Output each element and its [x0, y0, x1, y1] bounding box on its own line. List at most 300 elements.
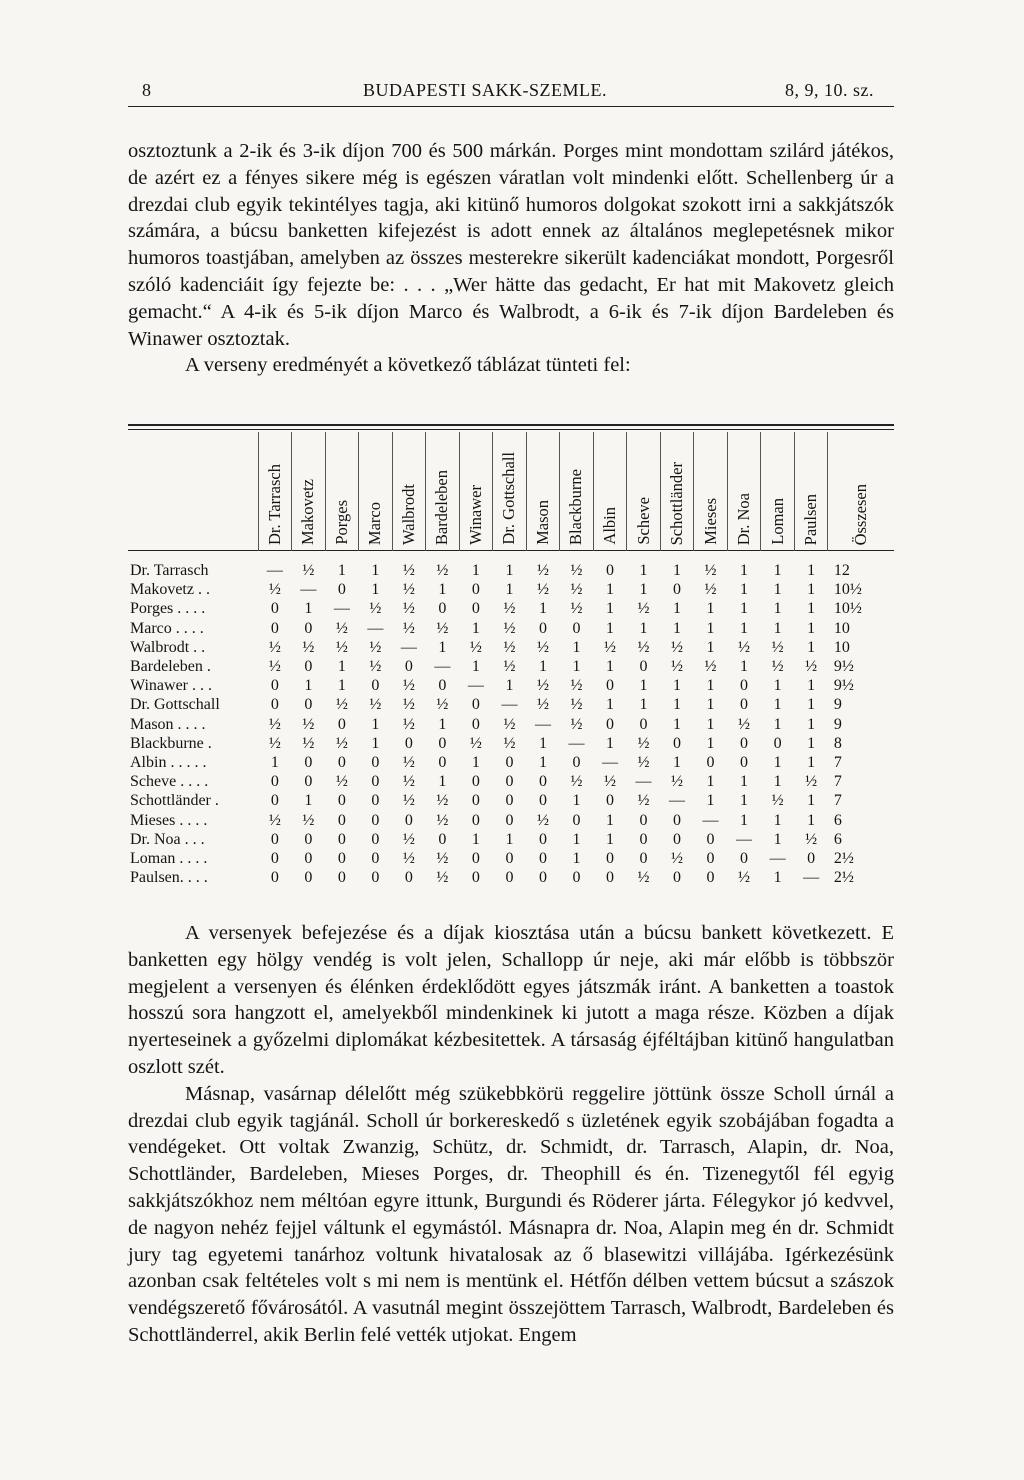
score-cell: 1: [505, 677, 514, 695]
score-cell: 1: [807, 811, 816, 829]
score-cell: 1: [438, 773, 447, 791]
player-name: Dr. Tarrasch: [130, 562, 209, 580]
score-cell: 1: [538, 753, 547, 771]
score-cell: 0: [605, 792, 614, 810]
corner-cell: [128, 432, 258, 551]
score-cell: 1: [572, 638, 581, 656]
score-cell: 1: [706, 792, 715, 810]
score-cell: 0: [337, 715, 346, 733]
score-cell: —: [534, 715, 551, 733]
score-cell: 0: [673, 869, 682, 887]
score-cell: 0: [371, 753, 380, 771]
score-cell: ½: [436, 562, 449, 580]
score-cell: 1: [438, 715, 447, 733]
score-cell: ½: [704, 562, 717, 580]
score-cell: ½: [369, 600, 382, 618]
score-cell: 1: [807, 600, 816, 618]
score-cell: 1: [773, 869, 782, 887]
player-name: Blackburne .: [130, 734, 212, 752]
score-cell: 0: [337, 811, 346, 829]
score-cell: 1: [438, 638, 447, 656]
score-cell: 0: [572, 811, 581, 829]
total-score: 2½: [833, 869, 854, 887]
score-cell: 1: [673, 677, 682, 695]
score-cell: —: [333, 600, 350, 618]
score-cell: ½: [402, 600, 415, 618]
score-cell: 0: [673, 811, 682, 829]
score-cell: 1: [807, 638, 816, 656]
score-cell: 1: [807, 619, 816, 637]
score-cell: 1: [605, 830, 614, 848]
column-header: [593, 432, 627, 551]
score-cell: 1: [740, 773, 749, 791]
score-cell: 0: [304, 619, 313, 637]
score-cell: ½: [335, 696, 348, 714]
score-cell: 1: [673, 753, 682, 771]
player-name: Dr. Noa . . .: [130, 830, 205, 848]
score-cell: ½: [570, 581, 583, 599]
column-header-label: Dr. Gottschall: [499, 452, 519, 545]
score-cell: 1: [673, 600, 682, 618]
score-cell: 0: [605, 849, 614, 867]
total-score: 9½: [833, 658, 854, 676]
score-cell: ½: [402, 792, 415, 810]
column-header: [727, 432, 761, 551]
table-row: [128, 657, 894, 676]
score-cell: 0: [673, 581, 682, 599]
table-row: [128, 868, 894, 887]
score-cell: 0: [673, 734, 682, 752]
player-name: Porges . . . .: [130, 600, 206, 618]
score-cell: 1: [807, 734, 816, 752]
table-row: [128, 753, 894, 772]
score-cell: ½: [603, 638, 616, 656]
score-cell: ½: [302, 715, 315, 733]
score-cell: ½: [369, 696, 382, 714]
total-score: 6: [833, 830, 842, 848]
score-cell: ½: [503, 658, 516, 676]
score-cell: 0: [505, 869, 514, 887]
score-cell: 0: [639, 811, 648, 829]
score-cell: —: [702, 811, 719, 829]
player-name: Loman . . . .: [130, 849, 208, 867]
score-cell: 1: [807, 581, 816, 599]
score-cell: —: [367, 619, 384, 637]
score-cell: ½: [637, 734, 650, 752]
score-cell: 1: [706, 600, 715, 618]
table-top-rule: [128, 424, 894, 426]
score-cell: 0: [371, 849, 380, 867]
score-cell: 0: [538, 849, 547, 867]
score-cell: ½: [738, 869, 751, 887]
score-cell: 0: [270, 619, 279, 637]
score-cell: ½: [402, 619, 415, 637]
running-header: [128, 80, 894, 107]
player-name: Walbrodt . .: [130, 638, 206, 656]
score-cell: 0: [337, 792, 346, 810]
score-cell: 1: [740, 658, 749, 676]
score-cell: 1: [270, 753, 279, 771]
column-header: [828, 432, 894, 551]
column-header-label: Mieses: [700, 498, 720, 545]
player-name: Marco . . . .: [130, 619, 204, 637]
column-header-label: Dr. Tarrasch: [264, 463, 284, 545]
column-header: [560, 432, 594, 551]
table-row: [128, 791, 894, 810]
score-cell: 1: [706, 734, 715, 752]
score-cell: ½: [570, 562, 583, 580]
score-cell: 0: [304, 658, 313, 676]
score-cell: ½: [738, 715, 751, 733]
column-header: [292, 432, 326, 551]
table-row: [128, 580, 894, 599]
score-cell: 1: [706, 696, 715, 714]
table-row: [128, 810, 894, 829]
player-name: Paulsen. . . .: [130, 869, 208, 887]
column-header: [459, 432, 493, 551]
score-cell: 0: [538, 619, 547, 637]
score-cell: 0: [404, 869, 413, 887]
column-header-label: Porges: [331, 500, 351, 545]
score-cell: ½: [570, 715, 583, 733]
total-score: 9½: [833, 677, 854, 695]
score-cell: 1: [673, 562, 682, 580]
score-cell: ½: [503, 600, 516, 618]
score-cell: 0: [538, 773, 547, 791]
column-header-label: Blackburne: [566, 468, 586, 545]
score-cell: 0: [706, 869, 715, 887]
column-header-label: Scheve: [633, 497, 653, 545]
score-cell: —: [266, 562, 283, 580]
score-cell: 1: [538, 658, 547, 676]
score-cell: —: [669, 792, 686, 810]
score-cell: 1: [706, 619, 715, 637]
score-cell: 1: [807, 753, 816, 771]
score-cell: 0: [505, 753, 514, 771]
score-cell: ½: [268, 638, 281, 656]
player-name: Scheve . . . .: [130, 773, 209, 791]
page-number: 8: [142, 80, 152, 100]
score-cell: ½: [570, 696, 583, 714]
score-cell: 0: [505, 773, 514, 791]
score-cell: 1: [371, 581, 380, 599]
score-cell: 0: [471, 600, 480, 618]
score-cell: 0: [438, 753, 447, 771]
score-cell: 0: [371, 792, 380, 810]
score-cell: 0: [304, 773, 313, 791]
score-cell: 1: [773, 715, 782, 733]
score-cell: 1: [572, 830, 581, 848]
score-cell: ½: [268, 658, 281, 676]
score-cell: 0: [337, 753, 346, 771]
score-cell: 1: [371, 562, 380, 580]
score-cell: 1: [538, 600, 547, 618]
score-cell: 1: [639, 562, 648, 580]
score-cell: 0: [471, 849, 480, 867]
score-cell: ½: [302, 734, 315, 752]
score-cell: 0: [471, 581, 480, 599]
score-cell: 1: [773, 600, 782, 618]
table-row: [128, 830, 894, 849]
score-cell: 0: [706, 753, 715, 771]
score-cell: 1: [740, 792, 749, 810]
player-name: Winawer . . .: [130, 677, 212, 695]
score-cell: ½: [302, 638, 315, 656]
score-cell: ½: [671, 849, 684, 867]
score-cell: ½: [637, 792, 650, 810]
score-cell: ½: [369, 638, 382, 656]
score-cell: 0: [505, 811, 514, 829]
score-cell: ½: [335, 773, 348, 791]
score-cell: ½: [302, 811, 315, 829]
score-cell: 0: [270, 869, 279, 887]
score-cell: 0: [471, 773, 480, 791]
table-row: [128, 772, 894, 791]
score-cell: 1: [706, 715, 715, 733]
score-cell: 0: [639, 849, 648, 867]
score-cell: 1: [605, 581, 614, 599]
score-cell: ½: [402, 677, 415, 695]
table-row: [128, 734, 894, 753]
score-cell: 1: [807, 677, 816, 695]
score-cell: 0: [404, 658, 413, 676]
score-cell: ½: [570, 773, 583, 791]
score-cell: 0: [605, 562, 614, 580]
score-cell: 1: [706, 773, 715, 791]
score-cell: 0: [304, 830, 313, 848]
table-row: [128, 695, 894, 714]
score-cell: —: [769, 849, 786, 867]
score-cell: 1: [773, 562, 782, 580]
score-cell: 1: [505, 830, 514, 848]
column-header: [761, 432, 795, 551]
score-cell: 0: [404, 811, 413, 829]
score-cell: 1: [304, 677, 313, 695]
score-cell: ½: [603, 773, 616, 791]
player-name: Dr. Gottschall: [130, 696, 220, 714]
score-cell: 0: [706, 830, 715, 848]
score-cell: 0: [471, 696, 480, 714]
score-cell: —: [400, 638, 417, 656]
score-cell: 0: [740, 849, 749, 867]
column-header-label: Loman: [767, 498, 787, 545]
column-header-label: Winawer: [465, 485, 485, 545]
player-name: Albin . . . . .: [130, 753, 207, 771]
column-header-label: Bardeleben: [432, 469, 452, 545]
score-cell: 1: [740, 811, 749, 829]
score-cell: 1: [471, 619, 480, 637]
table-row: [128, 551, 894, 581]
score-cell: ½: [335, 638, 348, 656]
score-cell: 0: [639, 830, 648, 848]
intro-text: osztoztunk a 2-ik és 3-ik díjon 700 és 500 márkán. Porges mint mondottam szilárd játékos, de azért ez a fényes sikere még is egészen váratlan volt mindenki előtt. Schellenberg úr a drezdai club egyik tekintélyes tagja, aki kitünő humoros dolgokat szokott irni a sakkjátszók számára, a búcsu banketten kifejezést is adott ennek az általános meglepetésnek mikor humoros toastjában, amelyben az összes mesterekre sikerült kadenciákat mondott, Porgesről szóló kadenciáit így fejezte be: . . . „Wer hätte das gedacht, Er hat mit Makovetz gleich gemacht.“ A 4-ik és 5-ik díjon Marco és Walbrodt, a 6-ik és 7-ik díjon Bardeleben és Winawer osztoztak.: [128, 140, 894, 350]
score-cell: 0: [572, 619, 581, 637]
column-header-label: Marco: [365, 501, 385, 545]
score-cell: ½: [402, 753, 415, 771]
column-header: [426, 432, 460, 551]
score-cell: 1: [773, 753, 782, 771]
score-cell: 0: [605, 869, 614, 887]
score-cell: 1: [773, 677, 782, 695]
score-cell: 0: [740, 677, 749, 695]
score-cell: 1: [371, 715, 380, 733]
column-header-label: Összesen: [851, 483, 871, 545]
score-cell: 0: [505, 849, 514, 867]
score-cell: 0: [337, 849, 346, 867]
score-cell: 1: [807, 562, 816, 580]
column-header-label: Albin: [599, 507, 619, 545]
score-cell: 1: [538, 734, 547, 752]
score-cell: ½: [704, 658, 717, 676]
column-header: [493, 432, 527, 551]
score-cell: 1: [773, 811, 782, 829]
score-cell: —: [736, 830, 753, 848]
score-cell: 1: [706, 677, 715, 695]
score-cell: 1: [471, 830, 480, 848]
score-cell: 1: [673, 619, 682, 637]
score-cell: 1: [673, 715, 682, 733]
table-header-row: [128, 432, 894, 551]
player-name: Makovetz . .: [130, 581, 210, 599]
score-cell: ½: [402, 715, 415, 733]
score-cell: 0: [270, 773, 279, 791]
score-cell: 1: [505, 581, 514, 599]
column-header-label: Schottländer: [667, 461, 687, 545]
score-cell: ½: [335, 734, 348, 752]
column-header-label: Makovetz: [298, 479, 318, 545]
score-cell: 1: [740, 600, 749, 618]
score-cell: 1: [740, 619, 749, 637]
score-cell: ½: [536, 581, 549, 599]
issue-number: 8, 9, 10. sz.: [785, 80, 874, 100]
score-cell: ½: [335, 619, 348, 637]
score-cell: 1: [337, 677, 346, 695]
score-cell: 0: [304, 753, 313, 771]
score-cell: 1: [605, 658, 614, 676]
score-cell: ½: [637, 600, 650, 618]
total-score: 9: [833, 715, 842, 733]
total-score: 7: [833, 792, 842, 810]
score-cell: 0: [304, 849, 313, 867]
score-cell: ½: [671, 773, 684, 791]
column-header: [526, 432, 560, 551]
total-score: 8: [833, 734, 842, 752]
score-cell: 0: [505, 792, 514, 810]
table-body: [128, 551, 894, 888]
score-cell: 1: [304, 600, 313, 618]
score-cell: ½: [268, 734, 281, 752]
score-cell: —: [300, 581, 317, 599]
score-cell: 0: [605, 677, 614, 695]
player-name: Mason . . . .: [130, 715, 206, 733]
score-cell: 0: [371, 869, 380, 887]
score-cell: 1: [807, 715, 816, 733]
score-cell: ½: [469, 734, 482, 752]
score-cell: ½: [402, 696, 415, 714]
score-cell: 1: [673, 696, 682, 714]
score-cell: ½: [268, 581, 281, 599]
score-cell: 0: [438, 734, 447, 752]
score-cell: ½: [637, 753, 650, 771]
score-cell: ½: [402, 562, 415, 580]
score-cell: 1: [572, 658, 581, 676]
score-cell: ½: [671, 658, 684, 676]
score-cell: 1: [639, 696, 648, 714]
score-cell: 1: [605, 600, 614, 618]
score-cell: 0: [807, 849, 816, 867]
score-cell: 0: [471, 869, 480, 887]
score-cell: 0: [740, 734, 749, 752]
score-cell: 1: [807, 696, 816, 714]
player-name: Bardeleben .: [130, 658, 211, 676]
total-score: 10: [833, 638, 850, 656]
column-header-label: Walbrodt: [398, 484, 418, 545]
score-cell: 1: [706, 638, 715, 656]
score-cell: 0: [706, 849, 715, 867]
score-cell: ½: [671, 638, 684, 656]
score-cell: 0: [270, 830, 279, 848]
score-cell: ½: [436, 869, 449, 887]
table-caption: A verseny eredményét a következő táblázat tünteti fel:: [185, 354, 631, 377]
column-header: [627, 432, 661, 551]
column-header: [359, 432, 393, 551]
score-cell: ½: [436, 849, 449, 867]
score-cell: 1: [371, 734, 380, 752]
score-cell: 1: [639, 677, 648, 695]
total-score: 2½: [833, 849, 854, 867]
column-header: [392, 432, 426, 551]
total-score: 12: [833, 562, 850, 580]
score-cell: ½: [637, 638, 650, 656]
results-table: [128, 432, 894, 887]
score-cell: 0: [572, 869, 581, 887]
score-cell: 1: [773, 696, 782, 714]
player-name: Schottländer .: [130, 792, 219, 810]
column-header-label: Mason: [532, 500, 552, 545]
column-header: [258, 432, 292, 551]
score-cell: ½: [805, 658, 818, 676]
score-cell: 0: [304, 696, 313, 714]
score-cell: 1: [337, 658, 346, 676]
score-cell: 1: [605, 811, 614, 829]
score-cell: ½: [771, 792, 784, 810]
score-cell: 0: [270, 677, 279, 695]
score-cell: ½: [469, 638, 482, 656]
score-cell: 0: [471, 792, 480, 810]
score-cell: 0: [471, 715, 480, 733]
table-row: [128, 676, 894, 695]
score-cell: —: [434, 658, 451, 676]
column-header: [694, 432, 728, 551]
score-cell: 1: [505, 562, 514, 580]
score-cell: 0: [438, 677, 447, 695]
score-cell: 1: [471, 658, 480, 676]
score-cell: 0: [773, 734, 782, 752]
score-cell: 0: [538, 792, 547, 810]
score-cell: ½: [570, 677, 583, 695]
score-cell: 0: [673, 830, 682, 848]
score-cell: 1: [639, 619, 648, 637]
score-cell: ½: [436, 619, 449, 637]
score-cell: ½: [503, 638, 516, 656]
score-cell: 0: [438, 600, 447, 618]
column-header: [660, 432, 694, 551]
score-cell: 0: [404, 734, 413, 752]
score-cell: ½: [503, 619, 516, 637]
score-cell: 0: [304, 869, 313, 887]
score-cell: —: [568, 734, 585, 752]
score-cell: 0: [270, 792, 279, 810]
